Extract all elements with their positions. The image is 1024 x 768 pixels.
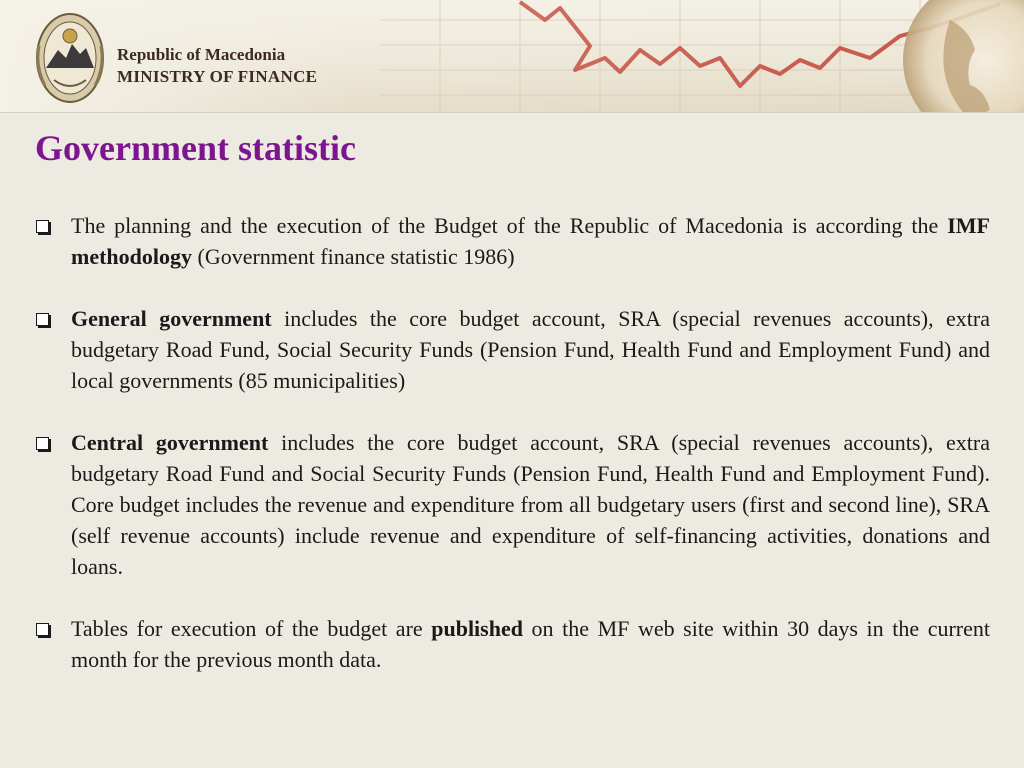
bullet-publication bbox=[36, 613, 990, 675]
bullet-text: General government includes the core budget account, SRA (special revenues accounts), extra budgetary Road Fund, Social Security Funds (Pension Fund, Health Fund and Employment Fund) and local governments (85 municipalities) bbox=[71, 306, 991, 393]
page-title: Government statistic bbox=[35, 128, 356, 168]
checkbox-bullet-icon bbox=[36, 437, 49, 450]
bold-term: published bbox=[431, 616, 523, 641]
checkbox-bullet-icon bbox=[36, 313, 49, 326]
bullet-text: The planning and the execution of the Budget of the Republic of Macedonia is according the IMF methodology (Government finance statistic 1986) bbox=[71, 213, 990, 269]
country-name: Republic of Macedonia bbox=[117, 45, 286, 64]
bullet-central-government bbox=[36, 427, 990, 582]
ministry-label: MINISTRY OF FINANCE bbox=[117, 67, 318, 86]
bullet-text: Tables for execution of the budget are published on the MF web site within 30 days in the current month for the previous month data. bbox=[71, 616, 990, 672]
header-banner bbox=[0, 0, 1024, 113]
coat-of-arms-icon bbox=[34, 6, 106, 106]
bullet-general-government bbox=[36, 303, 990, 396]
bold-term: Central government bbox=[71, 430, 269, 455]
checkbox-bullet-icon bbox=[36, 220, 49, 233]
bullet-text: Central government includes the core budget account, SRA (special revenues accounts), extra budgetary Road Fund and Social Security Funds (Pension Fund, Health Fund and Employment Fund). Core budget includes the revenue and expenditure from all budgetary users (first and second line), SRA (self revenue accounts) include revenue and expenditure of self-financing activities, donations and loans. bbox=[71, 430, 991, 579]
checkbox-bullet-icon bbox=[36, 623, 49, 636]
bold-term: IMF methodology bbox=[71, 213, 990, 269]
ministry-name bbox=[117, 44, 317, 88]
bold-term: General government bbox=[71, 306, 272, 331]
bullet-list bbox=[36, 210, 990, 706]
bullet-imf-methodology bbox=[36, 210, 990, 272]
